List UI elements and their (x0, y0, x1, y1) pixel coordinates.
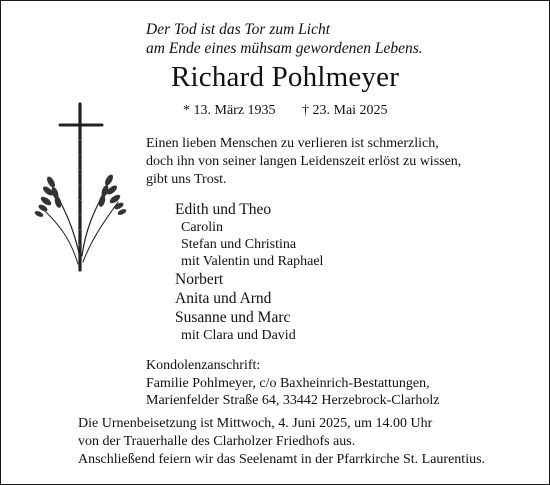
motto-line: am Ende eines mühsam gewordenen Lebens. (146, 40, 423, 57)
service-notice (78, 415, 485, 469)
service-line: von der Trauerhalle des Clarholzer Friedhofs aus. (78, 434, 356, 449)
family-group: Anita und Arnd (175, 290, 272, 307)
death-date: † 23. Mai 2025 (302, 103, 388, 118)
family-group: Norbert (175, 271, 224, 288)
condolence-heading: Kondolenzanschrift: (146, 358, 261, 373)
motto-line: Der Tod ist das Tor zum Licht (146, 21, 331, 38)
family-group: Edith und Theo (175, 201, 272, 218)
family-member: mit Clara und David (181, 328, 296, 343)
cross-with-wheat-icon (30, 98, 130, 278)
family-member: Stefan und Christina (181, 237, 297, 252)
service-line: Die Urnenbeisetzung ist Mittwoch, 4. Juni 2025, um 14.00 Uhr (78, 416, 433, 431)
condolence-line: Marienfelder Straße 64, 33442 Herzebrock-Clarholz (146, 393, 440, 408)
family-group: Susanne und Marc (175, 309, 291, 326)
lead-text (146, 135, 461, 189)
birth-date: * 13. März 1935 (183, 103, 276, 118)
family-member: mit Valentin und Raphael (181, 254, 324, 269)
condolence-line: Familie Pohlmeyer, c/o Baxheinrich-Bestattungen, (146, 375, 430, 391)
lead-line: gibt uns Trost. (146, 172, 227, 187)
motto (146, 20, 423, 58)
lead-line: Einen lieben Menschen zu verlieren ist schmerzlich, (146, 136, 439, 151)
deceased-name: Richard Pohlmeyer (170, 61, 400, 93)
lead-line: doch ihn von seiner langen Leidenszeit erlöst zu wissen, (146, 154, 462, 169)
condolence-address (146, 357, 440, 410)
family-list (175, 200, 323, 344)
service-line: Anschließend feiern wir das Seelenamt in der Pfarrkirche St. Laurentius. (78, 452, 486, 467)
family-member: Carolin (181, 220, 223, 235)
